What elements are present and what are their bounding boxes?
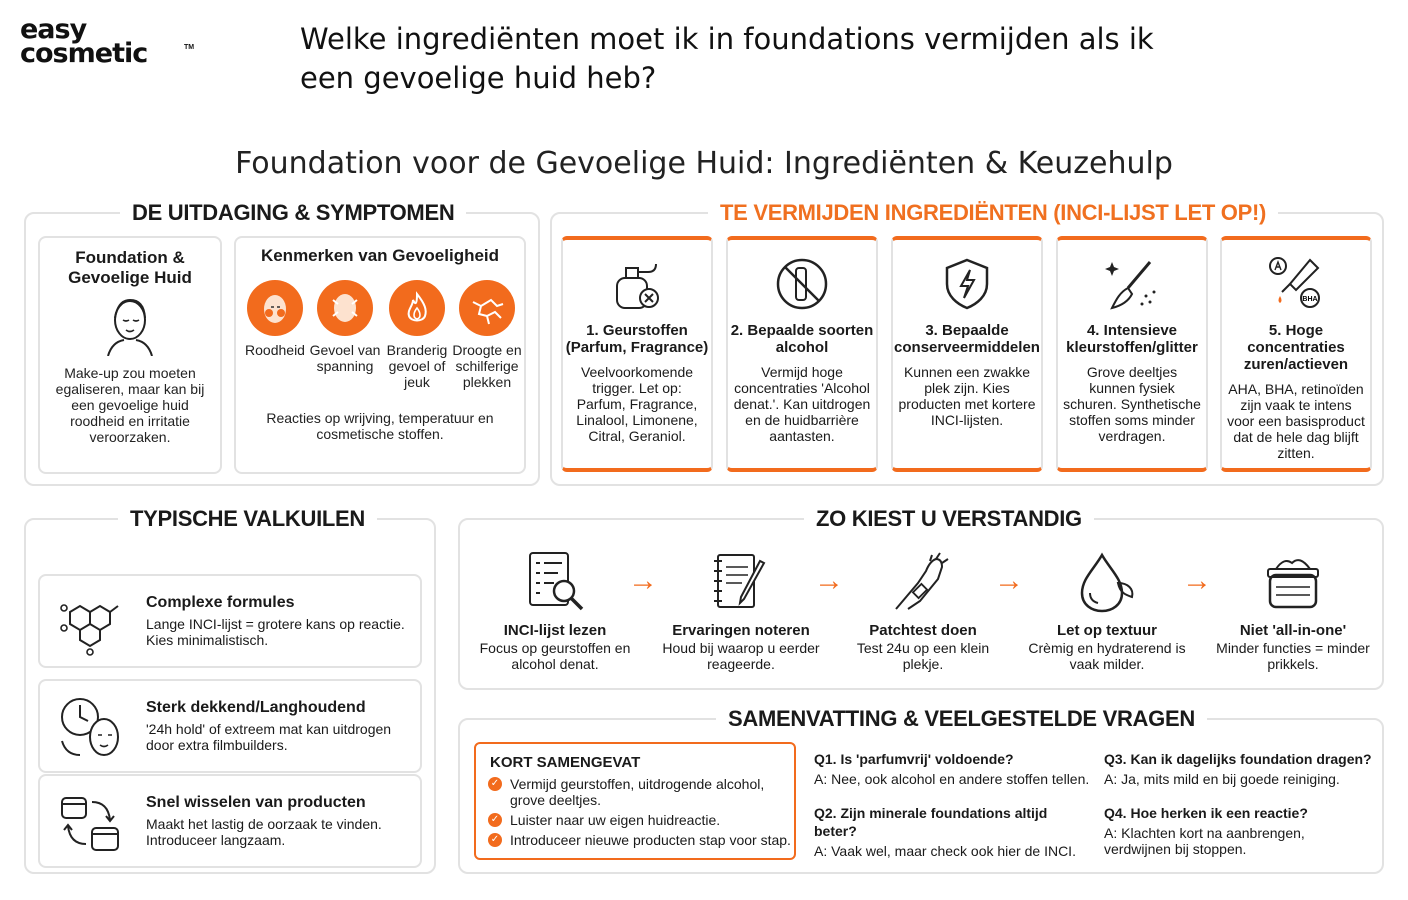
check-icon: ✓ — [488, 833, 502, 847]
checklist-magnifier-icon — [470, 546, 640, 618]
faq-answer: A: Vaak wel, maar check ook hier de INCI. — [814, 843, 1076, 859]
verstandig-title: ZO KIEST U VERSTANDIG — [804, 506, 1094, 532]
arrow-right-icon: → — [1182, 564, 1212, 597]
valkuilen-title: TYPISCHE VALKUILEN — [118, 506, 377, 532]
check-icon: ✓ — [488, 813, 502, 827]
ingredient-card-alcohol — [726, 236, 878, 472]
symptom-label: Roodheid — [245, 342, 305, 358]
check-icon: ✓ — [488, 777, 502, 791]
glitter-brush-icon — [1058, 240, 1206, 318]
face-icon — [40, 294, 220, 361]
ingredient-heading: 3. Bepaalde conserveermiddelen — [894, 322, 1040, 356]
ingredient-body: AHA, BHA, retinoïden zijn vaak te intens voor een basisproduct dat de hele dag blijft zitten. — [1227, 381, 1365, 461]
ingredient-body: Veelvoorkomende trigger. Let op: Parfum, Fragrance, Linalool, Limonene, Citral, Geraniol. — [576, 364, 698, 444]
uitdaging-panel — [24, 200, 540, 486]
ingredient-body: Kunnen een zwakke plek zijn. Kies producten met kortere INCI-lijsten. — [898, 364, 1036, 428]
arrow-right-icon: → — [814, 564, 844, 597]
kort-item — [488, 776, 794, 808]
step-body: Houd bij waarop u eerder reageerde. — [662, 640, 820, 672]
svg-text:BHA: BHA — [1302, 296, 1318, 303]
faq-question: Q2. Zijn minerale foundations altijd beter? — [814, 805, 1048, 839]
ingredient-card-conserveermiddelen — [891, 236, 1043, 472]
symptom-label: Droogte en schilferige plekken — [452, 342, 522, 390]
ingredient-card-zuren — [1220, 236, 1372, 472]
faq-item-2 — [814, 804, 1094, 859]
kort-item-text: Vermijd geurstoffen, uitdrogende alcohol, grove deeltjes. — [510, 776, 765, 808]
kenmerken-heading: Kenmerken van Gevoeligheid — [260, 246, 500, 265]
step-body: Test 24u op een klein plekje. — [856, 640, 990, 672]
ingredient-body: Grove deeltjes kunnen fysiek schuren. Synthetische stoffen soms minder verdragen. — [1063, 364, 1201, 444]
step-ervaringen-noteren — [656, 546, 826, 672]
faq-item-4 — [1104, 804, 1334, 857]
faq-question: Q1. Is 'parfumvrij' voldoende? — [814, 751, 1014, 767]
flame-icon — [389, 280, 445, 336]
step-patchtest — [838, 546, 1008, 672]
brand-logo[interactable] — [20, 14, 195, 69]
pitfall-heading: Snel wisselen van producten — [146, 794, 366, 811]
kort-heading: KORT SAMENGEVAT — [490, 754, 641, 771]
pitfall-snel-wisselen — [38, 774, 422, 868]
foundation-card — [38, 236, 222, 474]
symptom-droogte — [448, 280, 526, 390]
cracked-skin-icon — [459, 280, 515, 336]
step-textuur — [1022, 546, 1192, 672]
faq-question: Q4. Hoe herken ik een reactie? — [1104, 805, 1308, 821]
step-body: Minder functies = minder prikkels. — [1216, 640, 1370, 672]
faq-item-3 — [1104, 750, 1374, 787]
logo-trademark: TM — [184, 44, 195, 51]
pitfall-complexe-formules — [38, 574, 422, 668]
no-alcohol-icon — [728, 240, 876, 318]
kort-item-text: Introduceer nieuwe producten stap voor stap. — [510, 832, 791, 848]
step-heading: Patchtest doen — [869, 622, 977, 639]
swap-jars-icon — [56, 786, 128, 858]
foundation-card-body: Make-up zou moeten egaliseren, maar kan bij een gevoelige huid roodheid en irritatie veroorzaken. — [55, 365, 205, 445]
clock-face-icon — [56, 691, 128, 763]
symptom-roodheid — [236, 280, 314, 358]
foundation-card-heading — [40, 248, 220, 288]
kort-samengevat-box — [474, 742, 796, 860]
ingredient-body: Vermijd hoge concentraties 'Alcohol denat.'. Kan uitdrogen en de huidbarrière aantasten. — [733, 364, 871, 444]
step-heading: INCI-lijst lezen — [503, 622, 607, 639]
molecule-icon — [56, 586, 128, 658]
pitfall-body: Maakt het lastig de oorzaak te vinden. Introduceer langzaam. — [146, 816, 382, 848]
foundation-heading-line-2: Gevoelige Huid — [68, 268, 192, 287]
ingredient-card-kleurstoffen — [1056, 236, 1208, 472]
step-body: Crèmig en hydraterend is vaak milder. — [1028, 640, 1186, 672]
ingredient-heading: 5. Hoge concentraties zuren/actieven — [1243, 322, 1349, 373]
step-heading: Ervaringen noteren — [672, 622, 810, 639]
step-body: Focus op geurstoffen en alcohol denat. — [479, 640, 631, 672]
question-line-1: Welke ingrediënten moet ik in foundations vermijden als ik — [300, 22, 1154, 56]
symptom-label: Gevoel van spanning — [309, 342, 381, 374]
notebook-pen-icon — [656, 546, 826, 618]
faq-answer: A: Klachten kort na aanbrengen, verdwijnen bij stoppen. — [1104, 825, 1305, 857]
drop-texture-icon — [1022, 546, 1192, 618]
symptom-spanning — [306, 280, 384, 374]
logo-line-2: cosmetic — [20, 38, 148, 69]
perfume-bottle-icon — [563, 240, 711, 318]
pitfall-body: Lange INCI-lijst = grotere kans op reactie. Kies minimalistisch. — [146, 616, 405, 648]
uitdaging-title: DE UITDAGING & SYMPTOMEN — [120, 200, 466, 226]
kort-item — [488, 812, 794, 828]
page-question — [300, 20, 1300, 98]
logo-line-1: easy — [20, 14, 87, 45]
kenmerken-footer: Reacties op wrijving, temperatuur en cosmetische stoffen. — [266, 410, 494, 442]
ingredient-card-geurstoffen — [561, 236, 713, 472]
symptom-label: Branderig gevoel of jeuk — [386, 342, 448, 390]
step-inci-lezen — [470, 546, 640, 672]
arm-patch-icon — [838, 546, 1008, 618]
step-heading: Let op textuur — [1057, 622, 1157, 639]
samenvatting-title: SAMENVATTING & VEELGESTELDE VRAGEN — [716, 706, 1207, 732]
faq-question: Q3. Kan ik dagelijks foundation dragen? — [1104, 751, 1372, 767]
ingredient-heading: 1. Geurstoffen (Parfum, Fragrance) — [565, 322, 709, 356]
kort-item-text: Luister naar uw eigen huidreactie. — [510, 812, 721, 828]
tight-skin-icon — [317, 280, 373, 336]
symptom-branderig — [378, 280, 456, 390]
pitfall-body: '24h hold' of extreem mat kan uitdrogen door extra filmbuilders. — [146, 721, 392, 753]
step-heading: Niet 'all-in-one' — [1239, 622, 1347, 639]
faq-answer: A: Ja, mits mild en bij goede reiniging. — [1104, 771, 1340, 787]
step-all-in-one — [1208, 546, 1378, 672]
arrow-right-icon: → — [994, 564, 1024, 597]
infographic-title: Foundation voor de Gevoelige Huid: Ingrediënten & Keuzehulp — [235, 146, 1173, 181]
arrow-right-icon: → — [628, 564, 658, 597]
shield-bolt-icon — [893, 240, 1041, 318]
kort-item — [488, 832, 794, 848]
pitfall-heading: Sterk dekkend/Langhoudend — [146, 699, 366, 716]
faq-item-1 — [814, 750, 1094, 787]
ingredient-heading: 4. Intensieve kleurstoffen/glitter — [1066, 322, 1198, 356]
redness-face-icon — [247, 280, 303, 336]
question-line-2: een gevoelige huid heb? — [300, 61, 657, 95]
faq-answer: A: Nee, ook alcohol en andere stoffen tellen. — [814, 771, 1090, 787]
cream-jar-icon — [1208, 546, 1378, 618]
ingredient-heading: 2. Bepaalde soorten alcohol — [730, 322, 874, 356]
pitfall-sterk-dekkend — [38, 679, 422, 773]
kenmerken-card — [234, 236, 526, 474]
kort-list — [488, 776, 794, 852]
pitfall-heading: Complexe formules — [146, 594, 295, 611]
vermijden-title: TE VERMIJDEN INGREDIËNTEN (INCI-LIJST LET OP!) — [708, 200, 1278, 226]
dropper-acid-icon — [1222, 240, 1370, 318]
foundation-heading-line-1: Foundation & — [75, 248, 185, 267]
